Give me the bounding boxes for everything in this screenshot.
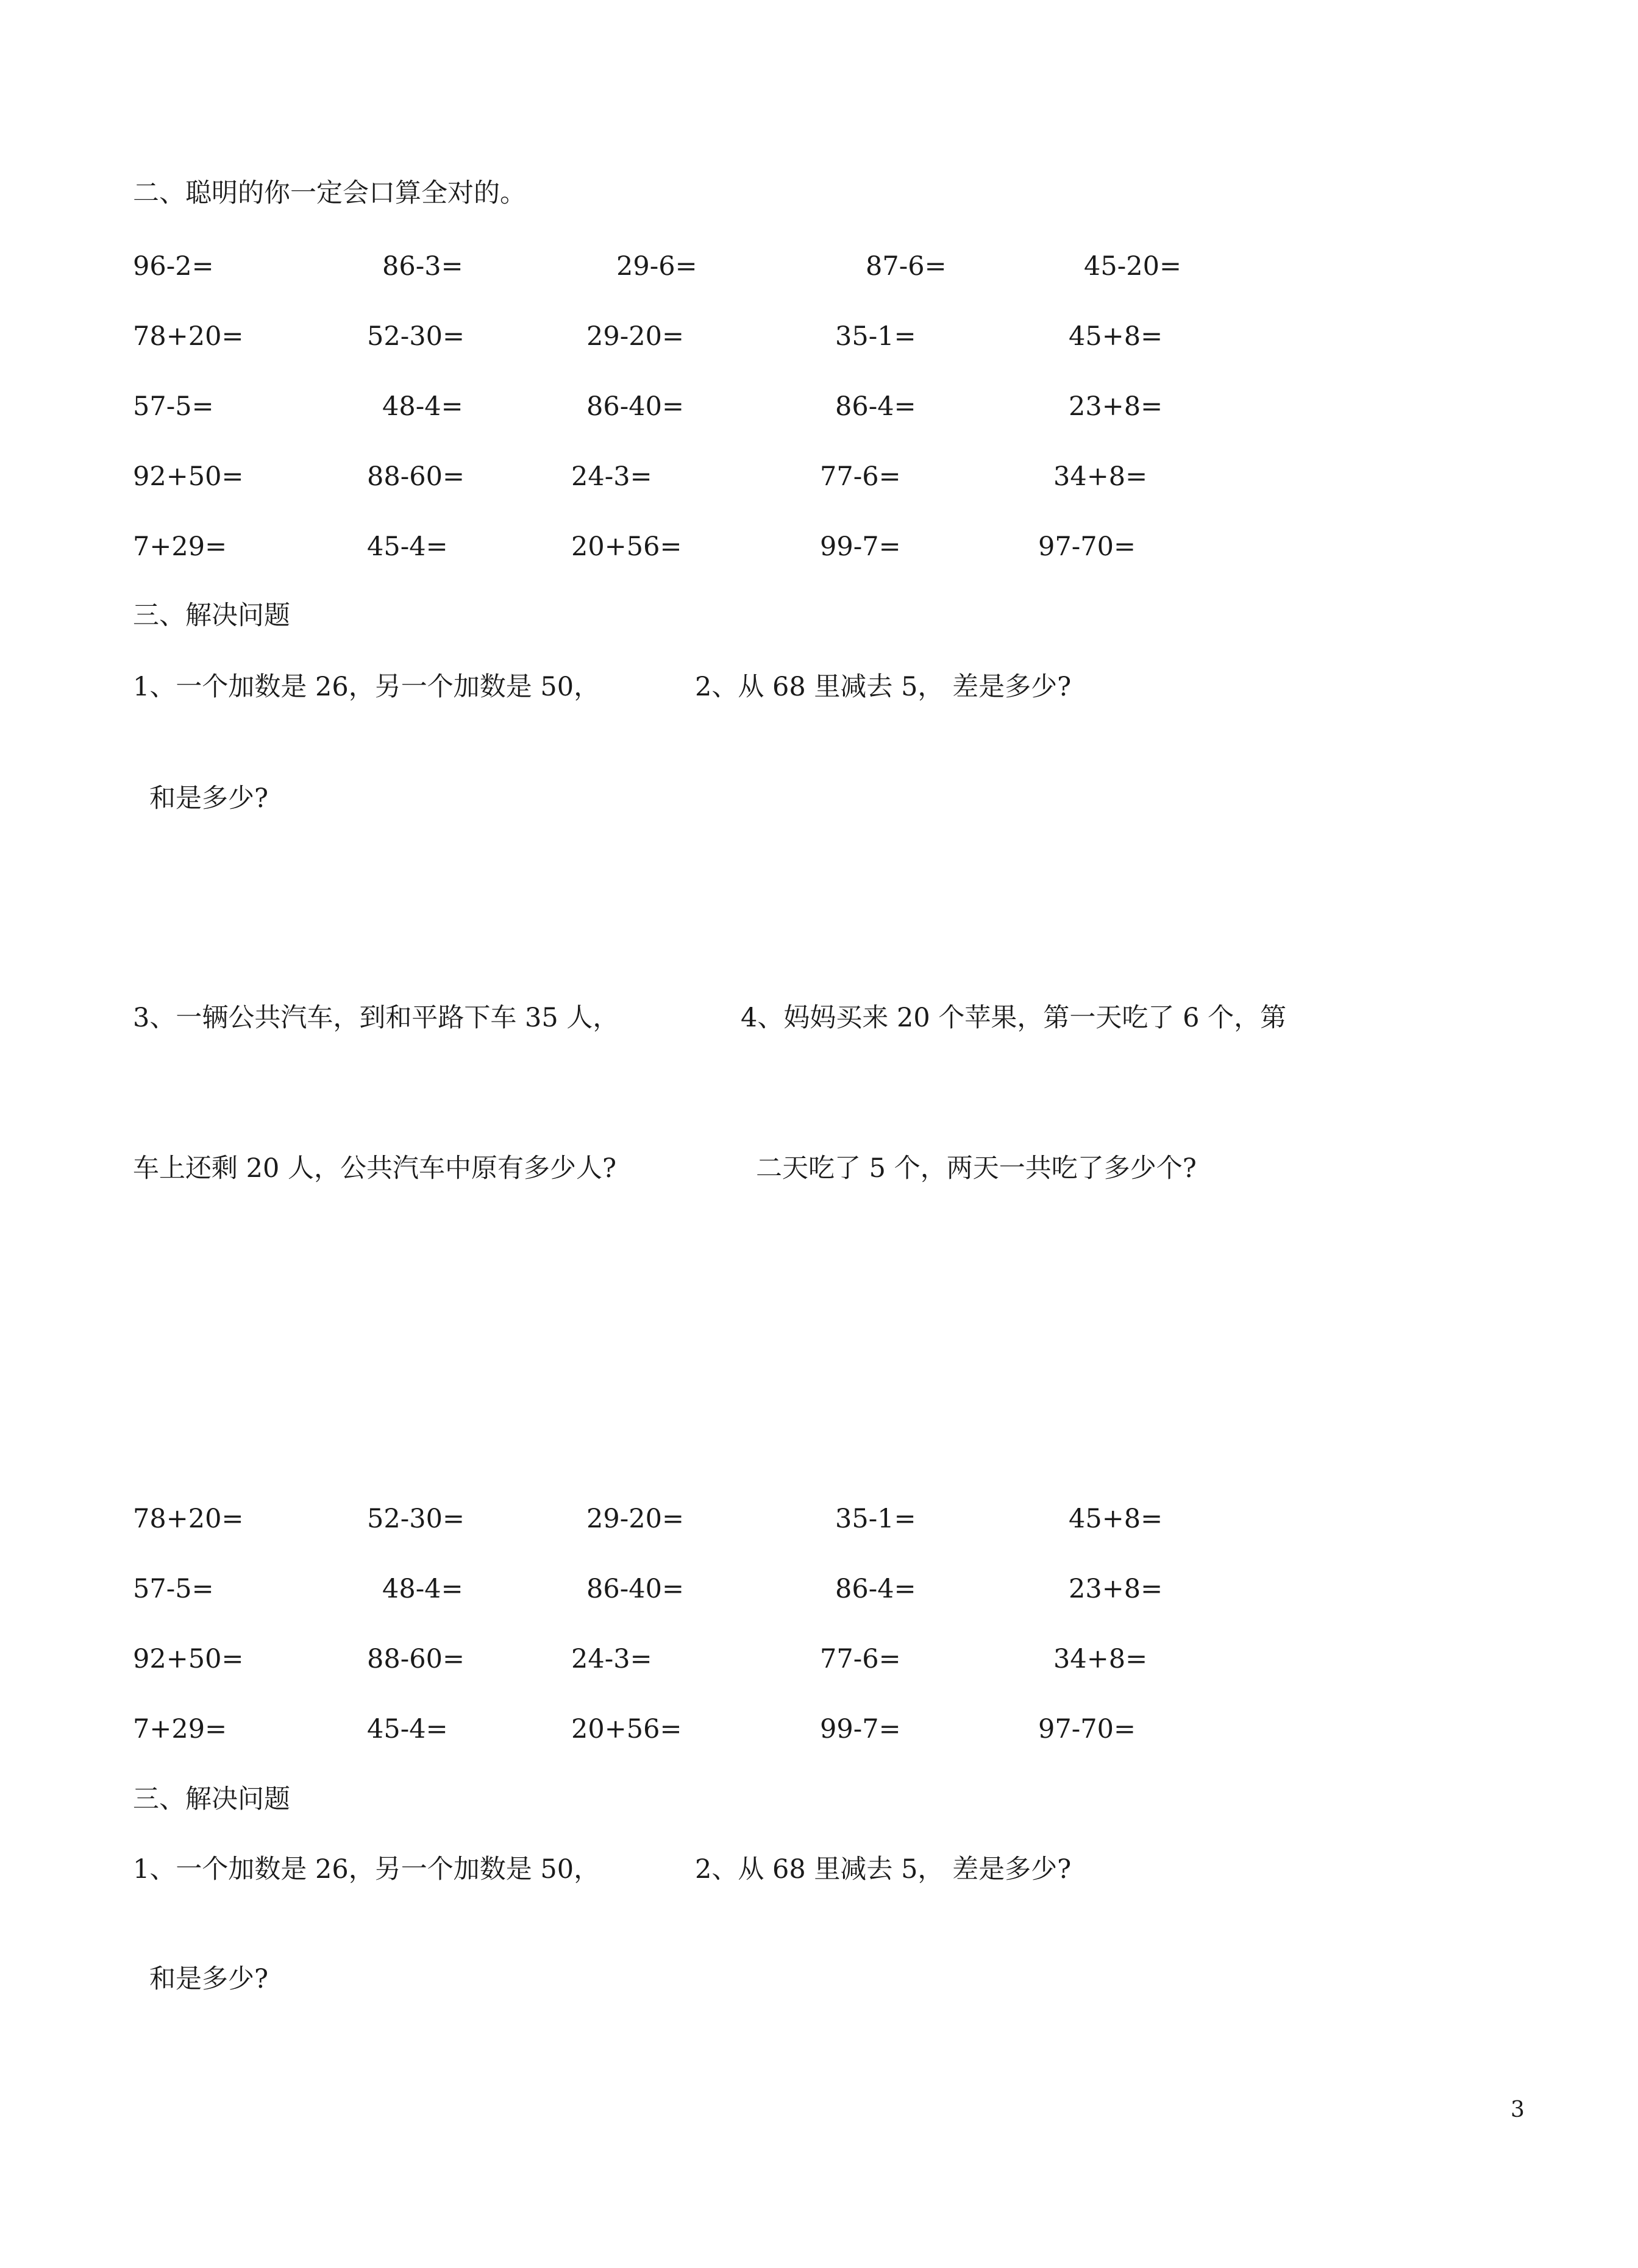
section3-heading: 三、解决问题: [133, 600, 290, 631]
equation: 34+8=: [1053, 461, 1148, 492]
equation: 86-40=: [586, 1574, 684, 1604]
equation: 99-7=: [820, 531, 901, 562]
equation: 7+29=: [133, 531, 227, 562]
equation: 24-3=: [571, 461, 652, 492]
equation: 57-5=: [133, 1574, 214, 1604]
equation: 92+50=: [133, 461, 244, 492]
question-3-line-2: 车上还剩 20 人，公共汽车中原有多少人?: [133, 1153, 617, 1184]
question-4-line-2: 二天吃了 5 个，两天一共吃了多少个?: [756, 1153, 1197, 1184]
equation: 86-40=: [586, 391, 684, 422]
lower-section3-heading: 三、解决问题: [133, 1784, 290, 1815]
lower-question-1-line-1: 1、一个加数是 26，另一个加数是 50，: [133, 1854, 600, 1885]
equation: 86-3=: [382, 251, 463, 282]
question-1-line-2: 和是多少?: [149, 783, 269, 814]
equation: 29-20=: [586, 1504, 684, 1534]
equation: 78+20=: [133, 321, 244, 352]
equation: 45+8=: [1069, 1504, 1163, 1534]
equation: 24-3=: [571, 1644, 652, 1674]
equation: 88-60=: [367, 1644, 465, 1674]
equation: 7+29=: [133, 1714, 227, 1744]
equation: 23+8=: [1069, 391, 1163, 422]
page-number: 3: [1511, 2097, 1525, 2122]
question-3-line-1: 3、一辆公共汽车，到和平路下车 35 人，: [133, 1003, 619, 1033]
lower-question-1-line-2: 和是多少?: [149, 1964, 269, 1994]
equation: 97-70=: [1038, 531, 1136, 562]
equation: 35-1=: [835, 321, 916, 352]
section2-heading: 二、聪明的你一定会口算全对的。: [133, 178, 526, 208]
equation: 86-4=: [835, 391, 916, 422]
equation: 48-4=: [382, 391, 463, 422]
question-2-line-1: 2、从 68 里减去 5， 差是多少?: [695, 672, 1072, 702]
equation: 35-1=: [835, 1504, 916, 1534]
equation: 45-4=: [367, 1714, 448, 1744]
equation: 52-30=: [367, 321, 465, 352]
equation: 29-20=: [586, 321, 684, 352]
equation: 45+8=: [1069, 321, 1163, 352]
equation: 88-60=: [367, 461, 465, 492]
lower-question-2-line-1: 2、从 68 里减去 5， 差是多少?: [695, 1854, 1072, 1885]
equation: 57-5=: [133, 391, 214, 422]
equation: 20+56=: [571, 1714, 682, 1744]
equation: 87-6=: [866, 251, 947, 282]
question-4-line-1: 4、妈妈买来 20 个苹果，第一天吃了 6 个，第: [741, 1003, 1287, 1033]
equation: 78+20=: [133, 1504, 244, 1534]
equation: 96-2=: [133, 251, 214, 282]
question-1-line-1: 1、一个加数是 26，另一个加数是 50，: [133, 672, 600, 702]
equation: 34+8=: [1053, 1644, 1148, 1674]
equation: 97-70=: [1038, 1714, 1136, 1744]
equation: 45-20=: [1084, 251, 1181, 282]
equation: 23+8=: [1069, 1574, 1163, 1604]
equation: 20+56=: [571, 531, 682, 562]
equation: 77-6=: [820, 1644, 901, 1674]
equation: 92+50=: [133, 1644, 244, 1674]
equation: 77-6=: [820, 461, 901, 492]
equation: 99-7=: [820, 1714, 901, 1744]
equation: 48-4=: [382, 1574, 463, 1604]
equation: 86-4=: [835, 1574, 916, 1604]
equation: 45-4=: [367, 531, 448, 562]
equation: 29-6=: [616, 251, 697, 282]
equation: 52-30=: [367, 1504, 465, 1534]
